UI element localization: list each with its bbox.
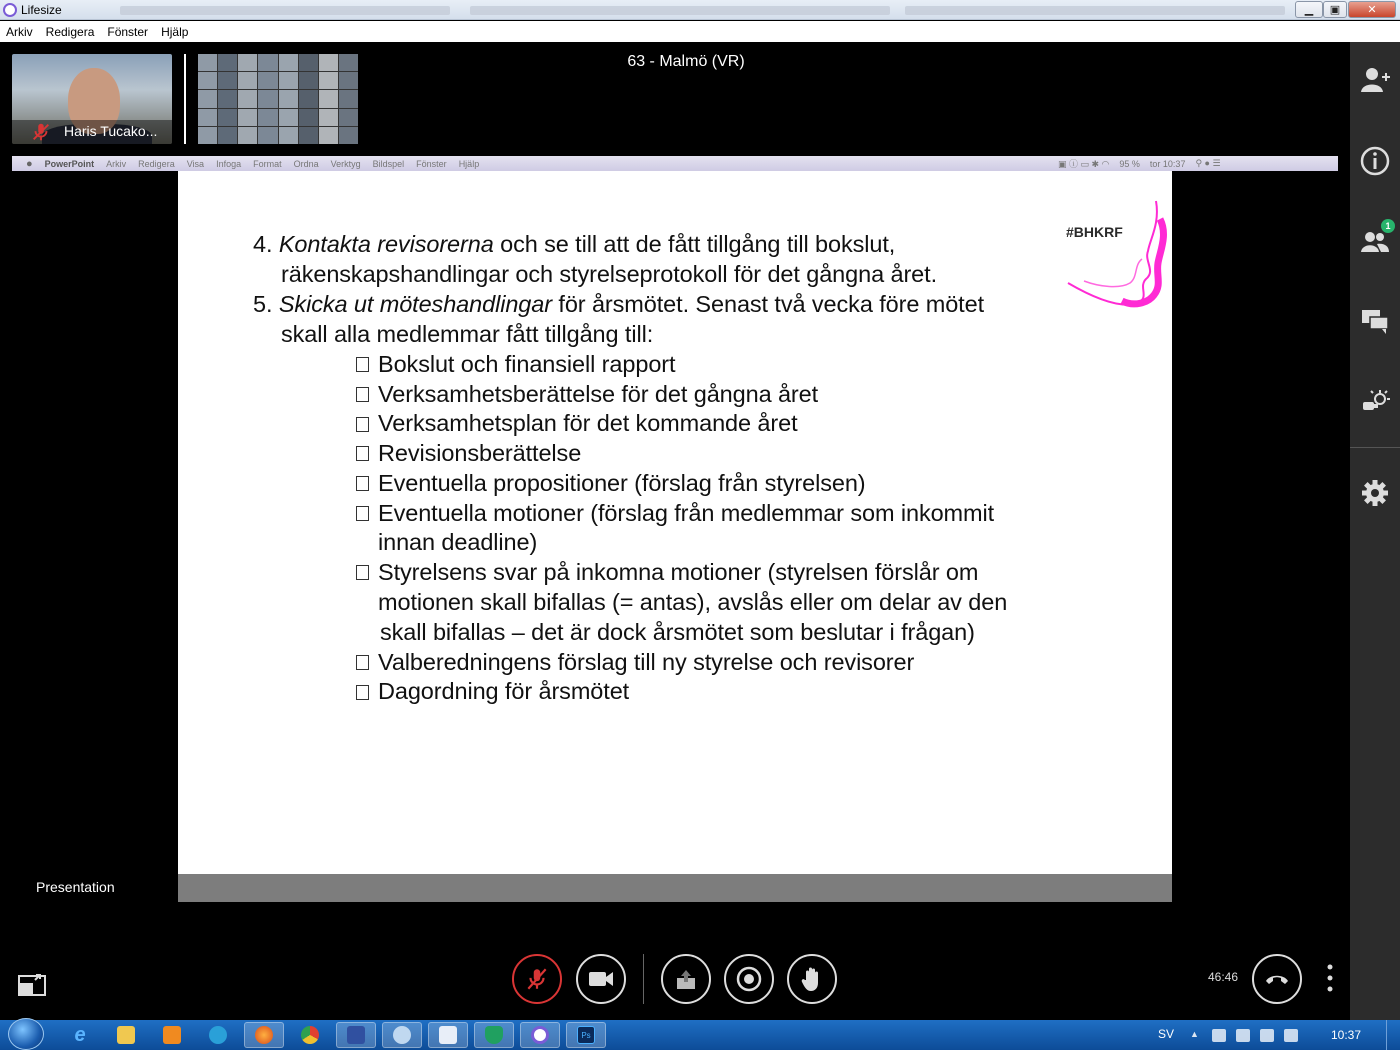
checklist-item-cont: innan deadline): [378, 529, 538, 555]
gallery-tile: [258, 72, 277, 89]
gallery-tile: [258, 127, 277, 144]
gallery-tile: [339, 54, 358, 71]
spotlight-icon: ⚲ ● ☰: [1195, 158, 1221, 168]
shared-menu-item: Infoga: [216, 158, 242, 169]
checkbox-icon: [356, 476, 369, 491]
gallery-tile: [339, 90, 358, 107]
right-sidebar: [1350, 42, 1400, 1020]
checkbox-icon: [356, 565, 369, 580]
maximize-button[interactable]: ▣: [1323, 1, 1347, 18]
slide-line: räkenskapshandlingar och styrelseprotokoll för det gångna året.: [281, 261, 938, 287]
tray-expand-icon[interactable]: ▲: [1190, 1029, 1199, 1039]
more-options-icon[interactable]: [1322, 962, 1338, 994]
taskbar-notepad[interactable]: [428, 1022, 468, 1048]
menu-fonster[interactable]: Fönster: [107, 24, 149, 39]
notepad-icon: [439, 1026, 457, 1044]
taskbar-security[interactable]: [474, 1022, 514, 1048]
battery-status: 95 %: [1119, 158, 1140, 169]
gallery-tile: [238, 127, 257, 144]
apple-icon: ●: [26, 157, 33, 170]
gallery-tile: [218, 109, 237, 126]
gallery-tile: [238, 72, 257, 89]
taskbar-explorer[interactable]: [106, 1022, 146, 1048]
gallery-tile: [279, 54, 298, 71]
menu-redigera[interactable]: Redigera: [45, 24, 95, 39]
muted-mic-icon: [30, 121, 52, 143]
gallery-tile: [319, 90, 338, 107]
menu-hjalp[interactable]: Hjälp: [161, 24, 189, 39]
gallery-tile: [258, 109, 277, 126]
app-icon: [393, 1026, 411, 1044]
record-button[interactable]: [724, 954, 774, 1004]
checkbox-icon: [356, 655, 369, 670]
menu-bar: [0, 21, 1400, 42]
camera-icon: [588, 969, 614, 989]
shared-status-area: [1058, 156, 1221, 171]
gallery-tile: [299, 127, 318, 144]
shared-menu-item: Verktyg: [330, 158, 361, 169]
video-divider: [184, 54, 186, 144]
bhkrf-logo-icon: [1064, 199, 1172, 309]
checkbox-icon: [356, 446, 369, 461]
shield-icon: [485, 1026, 503, 1044]
checkbox-icon: [356, 417, 369, 432]
gallery-tile: [279, 72, 298, 89]
chat-icon[interactable]: [1360, 306, 1390, 336]
checkbox-icon: [356, 387, 369, 402]
tray-volume-icon[interactable]: [1284, 1029, 1298, 1042]
checklist-item: Valberedningens förslag till ny styrelse och revisorer: [378, 649, 915, 675]
item-number: 5.: [253, 291, 273, 317]
participants-badge: 1: [1381, 219, 1395, 233]
checkbox-icon: [356, 506, 369, 521]
item-text: och se till att de fått tillgång till bokslut,: [493, 231, 896, 257]
presentation-slide: [178, 171, 1172, 874]
record-icon: [736, 966, 762, 992]
tray-clock[interactable]: 10:37: [1331, 1028, 1362, 1042]
gallery-tile: [198, 54, 217, 71]
menu-arkiv[interactable]: Arkiv: [6, 24, 33, 39]
checklist-item: Revisionsberättelse: [378, 440, 582, 466]
gallery-tile: [299, 54, 318, 71]
checklist-item: Eventuella propositioner (förslag från styrelsen): [378, 470, 866, 496]
firefox-icon: [255, 1026, 273, 1044]
item-emphasis: Skicka ut möteshandlingar: [278, 291, 552, 317]
slide-hashtag: #BHKRF: [1066, 224, 1123, 240]
gallery-tile: [238, 90, 257, 107]
tray-network-icon[interactable]: [1236, 1029, 1250, 1042]
folder-icon: [117, 1026, 135, 1044]
hangup-icon: [1264, 971, 1290, 987]
gallery-tile: [198, 109, 217, 126]
gallery-tile: [299, 109, 318, 126]
sidebar-separator: [1350, 447, 1400, 448]
share-screen-button[interactable]: [661, 954, 711, 1004]
shared-menu-item: Visa: [186, 158, 205, 169]
camera-button[interactable]: [576, 954, 626, 1004]
gallery-tile: [218, 90, 237, 107]
tray-language[interactable]: SV: [1158, 1027, 1175, 1041]
shared-menu-item: Hjälp: [458, 158, 480, 169]
gallery-tile: [258, 54, 277, 71]
blurred-toolbar: [470, 6, 890, 15]
taskbar-save[interactable]: [336, 1022, 376, 1048]
slide-line: [253, 291, 984, 318]
hang-up-button[interactable]: [1252, 954, 1302, 1004]
shared-menu-item: Redigera: [138, 158, 175, 169]
checkbox-icon: [356, 357, 369, 372]
slide-footer-bar: [178, 874, 1172, 902]
gallery-tile: [198, 90, 217, 107]
gallery-tile: [198, 127, 217, 144]
raise-hand-button[interactable]: [787, 954, 837, 1004]
mic-muted-icon: [524, 966, 550, 992]
window-title: Lifesize: [21, 3, 62, 17]
shared-menu-item: Ordna: [293, 158, 319, 169]
gallery-tile: [238, 109, 257, 126]
share-icon: [674, 967, 698, 991]
taskbar-firefox[interactable]: [244, 1022, 284, 1048]
shared-menu-item: Format: [253, 158, 282, 169]
chrome-icon: [301, 1026, 319, 1044]
settings-gear-icon[interactable]: [1360, 478, 1390, 508]
gallery-tile: [279, 127, 298, 144]
tray-flag-icon[interactable]: [1212, 1029, 1226, 1042]
gallery-tile: [319, 72, 338, 89]
checkbox-icon: [356, 685, 369, 700]
status-icons: ▣ ⓘ ▭ ✱ ◠: [1058, 159, 1110, 169]
gallery-tile: [339, 127, 358, 144]
controls-divider: [643, 954, 644, 1004]
item-number: 4.: [253, 231, 273, 257]
blurred-toolbar: [905, 6, 1285, 15]
gallery-tile: [299, 72, 318, 89]
self-name: Haris Tucako...: [64, 123, 158, 139]
shared-menu-item: Bildspel: [372, 158, 405, 169]
gallery-tile: [279, 109, 298, 126]
call-timer: 46:46: [1208, 970, 1239, 984]
gallery-tile: [218, 127, 237, 144]
checklist-item: Dagordning för årsmötet: [378, 678, 630, 704]
presentation-label: Presentation: [36, 879, 115, 895]
checklist-item: Verksamhetsplan för det kommande året: [378, 410, 798, 436]
start-button[interactable]: [8, 1018, 44, 1050]
item-text: för årsmötet. Senast två vecka före mötet: [551, 291, 985, 317]
show-desktop-button[interactable]: [1386, 1020, 1400, 1050]
gallery-tile: [319, 109, 338, 126]
room-title: 63 - Malmö (VR): [627, 53, 745, 70]
hand-icon: [800, 966, 824, 992]
info-icon[interactable]: [1360, 146, 1390, 176]
gallery-tile: [279, 90, 298, 107]
floppy-icon: [347, 1026, 365, 1044]
shared-menu-item: Arkiv: [106, 158, 127, 169]
gallery-tile: [218, 72, 237, 89]
gallery-tile: [238, 54, 257, 71]
taskbar-chrome[interactable]: [290, 1022, 330, 1048]
tray-signal-icon[interactable]: [1260, 1029, 1274, 1042]
taskbar-media[interactable]: [152, 1022, 192, 1048]
lifesize-app-icon: [3, 3, 17, 17]
checklist-item: Eventuella motioner (förslag från medlemmar som inkommit: [378, 500, 995, 526]
layout-toggle-icon[interactable]: [18, 972, 46, 996]
blurred-toolbar: [120, 6, 450, 15]
checklist-item-cont: motionen skall bifallas (= antas), avslås eller om delar av den: [378, 589, 1008, 615]
participant-gallery[interactable]: [198, 54, 358, 144]
gallery-tile: [319, 127, 338, 144]
taskbar-ie[interactable]: [60, 1022, 100, 1048]
ie-icon: e: [74, 1023, 86, 1046]
gallery-tile: [218, 54, 237, 71]
gallery-tile: [339, 109, 358, 126]
gallery-tile: [299, 90, 318, 107]
media-player-icon: [163, 1026, 181, 1044]
gallery-tile: [319, 54, 338, 71]
lighting-settings-icon[interactable]: [1360, 386, 1390, 416]
slide-line: [253, 231, 895, 258]
checklist-item: Styrelsens svar på inkomna motioner (styrelsen förslår om: [378, 559, 979, 585]
checklist-item: Verksamhetsberättelse för det gångna året: [378, 381, 819, 407]
taskbar-edge[interactable]: [198, 1022, 238, 1048]
edge-icon: [209, 1026, 227, 1044]
gallery-tile: [198, 72, 217, 89]
gallery-tile: [339, 72, 358, 89]
close-button[interactable]: ✕: [1348, 1, 1396, 18]
slide-line: skall alla medlemmar fått tillgång till:: [281, 321, 654, 347]
shared-menu-item: Fönster: [416, 158, 447, 169]
photoshop-icon: Ps: [577, 1026, 595, 1044]
shared-clock: tor 10:37: [1149, 158, 1186, 169]
self-video-tile[interactable]: [12, 54, 172, 144]
lifesize-icon: [531, 1026, 549, 1044]
mute-button[interactable]: [512, 954, 562, 1004]
shared-menu-item: PowerPoint: [44, 158, 95, 169]
minimize-button[interactable]: ▁: [1295, 1, 1323, 18]
taskbar-app[interactable]: [382, 1022, 422, 1048]
checklist-item: Bokslut och finansiell rapport: [378, 351, 676, 377]
item-emphasis: Kontakta revisorerna: [278, 231, 494, 257]
checklist-item-cont: skall bifallas – det är dock årsmötet som beslutar i frågan): [380, 619, 975, 645]
taskbar-photoshop[interactable]: [566, 1022, 606, 1048]
taskbar-lifesize[interactable]: [520, 1022, 560, 1048]
gallery-tile: [258, 90, 277, 107]
add-participant-icon[interactable]: [1360, 64, 1390, 94]
